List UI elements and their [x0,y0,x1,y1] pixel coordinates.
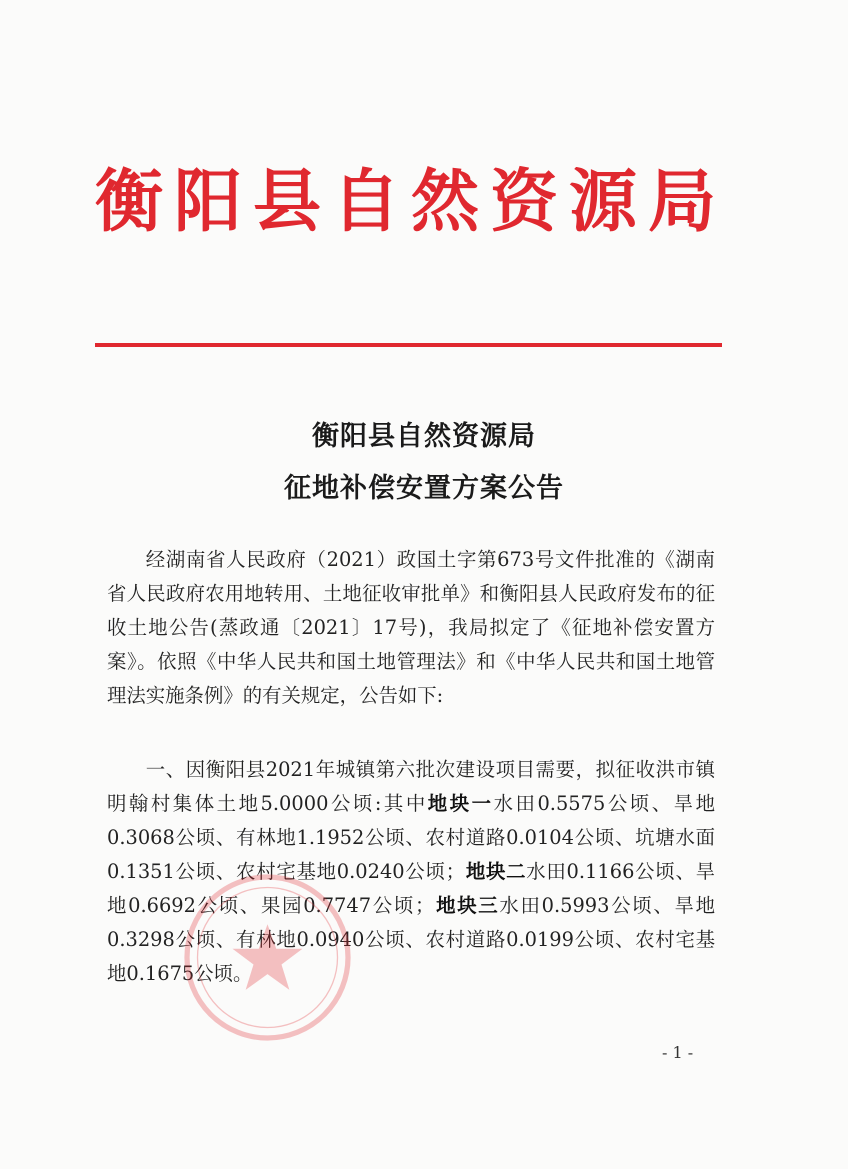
plot-2-label: 地块二 [465,860,527,883]
plot-3-details: 水田0.5993公顷、旱地0.3298公顷、有林地0.0940公顷、农村道路0.0199公顷、农村宅基地0.1675公顷。 [107,894,716,985]
plot-1-details: 水田0.5575公顷、旱地0.3068公顷、有林地1.1952公顷、农村道路0.0104公顷、坑塘水面0.1351公顷、农村宅基地0.0240公顷； [107,792,715,883]
page-number: - 1 - [662,1043,694,1062]
paragraph-2-intro: 一、因衡阳县2021年城镇第六批次建设项目需要，拟征收洪市镇明翰村集体土地5.0000公顷:其中 [107,758,715,815]
official-seal-stamp [180,870,355,1045]
letterhead-title: 衡阳县自然资源局 [95,162,720,242]
plot-1-label: 地块一 [427,792,494,815]
notice-title-line-1: 衡阳县自然资源局 [312,421,536,452]
body-paragraph-1: 经湖南省人民政府（2021）政国土字第673号文件批准的《湖南省人民政府农用地转用、土地征收审批单》和衡阳县人民政府发布的征收土地公告(蒸政通〔2021〕17号)，我局拟定了《征地补偿安置方案》。依照《中华人民共和国土地管理法》和《中华人民共和国土地管理法实施条例》的有关规定，公告如下: [107,548,715,707]
letterhead-red-rule [95,343,722,347]
notice-title-line-2: 征地补偿安置方案公告 [284,473,564,504]
plot-2-details: 水田0.1166公顷、旱地0.6692公顷、果园0.7747公顷； [107,860,715,917]
plot-3-label: 地块三 [434,894,500,917]
